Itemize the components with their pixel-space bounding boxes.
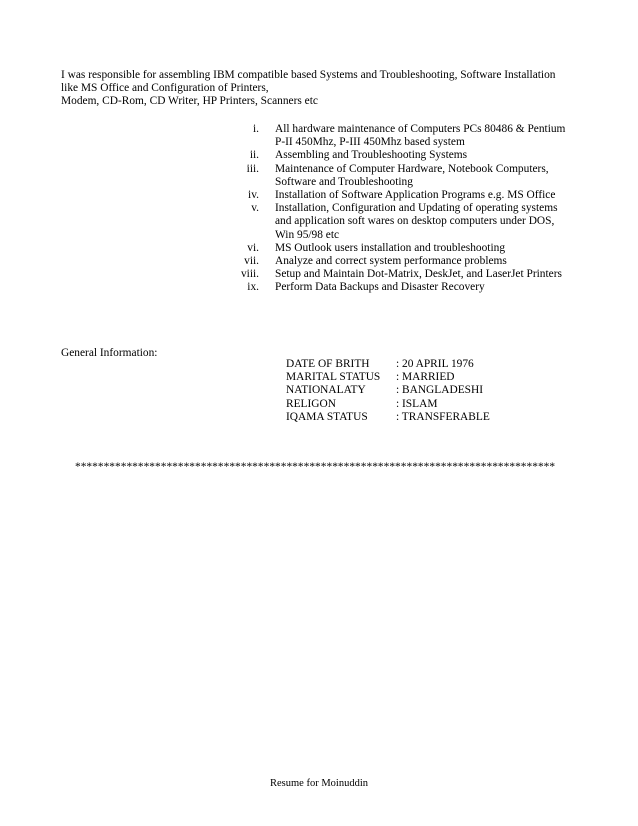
duty-item	[200, 163, 620, 189]
info-label: NATIONALATY	[286, 384, 366, 397]
duty-number: vi.	[247, 241, 259, 254]
duty-item	[200, 268, 620, 281]
info-label: DATE OF BRITH	[286, 358, 370, 370]
duty-number: viii.	[240, 268, 259, 281]
duty-item	[200, 149, 620, 162]
duty-item	[200, 255, 620, 268]
intro-paragraph	[61, 69, 581, 109]
duty-text-line: and application soft wares on desktop computers under DOS,	[275, 215, 555, 228]
separator-line: ************************************************************************************	[75, 461, 556, 473]
duty-text	[275, 149, 620, 162]
duty-item	[200, 123, 620, 149]
duty-text-line: Win 95/98 etc	[275, 228, 340, 241]
duty-text-line: Installation, Configuration and Updating of operating systems	[275, 202, 558, 215]
duty-item	[200, 189, 620, 202]
info-value: : ISLAM	[396, 397, 438, 410]
page-footer: Resume for Moinuddin	[270, 778, 368, 789]
duty-text	[275, 255, 620, 268]
intro-line: Modem, CD-Rom, CD Writer, HP Printers, Scanners etc	[61, 95, 318, 108]
info-value: : 20 APRIL 1976	[396, 358, 474, 370]
duties-list	[200, 123, 620, 295]
duty-number: ix.	[247, 281, 259, 294]
intro-line: like MS Office and Configuration of Printers,	[61, 82, 269, 95]
general-information-heading: General Information:	[61, 347, 158, 359]
duty-text-line: Assembling and Troubleshooting Systems	[275, 149, 468, 162]
info-value: : TRANSFERABLE	[396, 410, 490, 423]
duty-text	[275, 189, 620, 202]
duty-number: iv.	[248, 189, 259, 202]
duty-text	[275, 202, 620, 242]
info-value: : MARRIED	[396, 371, 455, 384]
duty-number: i.	[252, 123, 259, 135]
duty-text-line: Perform Data Backups and Disaster Recovery	[275, 281, 485, 294]
duty-text	[275, 281, 620, 294]
duty-text-line: Maintenance of Computer Hardware, Notebook Computers,	[275, 162, 549, 175]
info-value: : BANGLADESHI	[396, 384, 484, 397]
duty-text-line: Analyze and correct system performance problems	[275, 255, 507, 268]
duty-number: v.	[251, 202, 259, 215]
duty-text	[275, 268, 620, 281]
duty-number: ii.	[249, 149, 259, 162]
duty-text-line: Installation of Software Application Programs e.g. MS Office	[275, 189, 556, 202]
duty-text	[275, 163, 620, 189]
duty-number: iii.	[246, 162, 259, 175]
duty-item	[200, 281, 620, 294]
duty-item	[200, 242, 620, 255]
duty-text	[275, 123, 620, 149]
info-label: RELIGON	[286, 397, 336, 410]
duty-number: vii.	[244, 255, 259, 268]
duty-text-line: Software and Troubleshooting	[275, 175, 413, 188]
intro-line: I was responsible for assembling IBM compatible based Systems and Troubleshooting, Software Installation	[61, 69, 556, 81]
duty-text-line: MS Outlook users installation and troubleshooting	[275, 241, 506, 254]
duty-item	[200, 202, 620, 242]
duty-text-line: All hardware maintenance of Computers PCs 80486 & Pentium	[275, 123, 566, 135]
duty-text-line: P-II 450Mhz, P-III 450Mhz based system	[275, 136, 465, 149]
duty-text	[275, 242, 620, 255]
info-label: MARITAL STATUS	[286, 371, 381, 384]
duty-text-line: Setup and Maintain Dot-Matrix, DeskJet, and LaserJet Printers	[275, 268, 562, 281]
info-label: IQAMA STATUS	[286, 410, 368, 423]
